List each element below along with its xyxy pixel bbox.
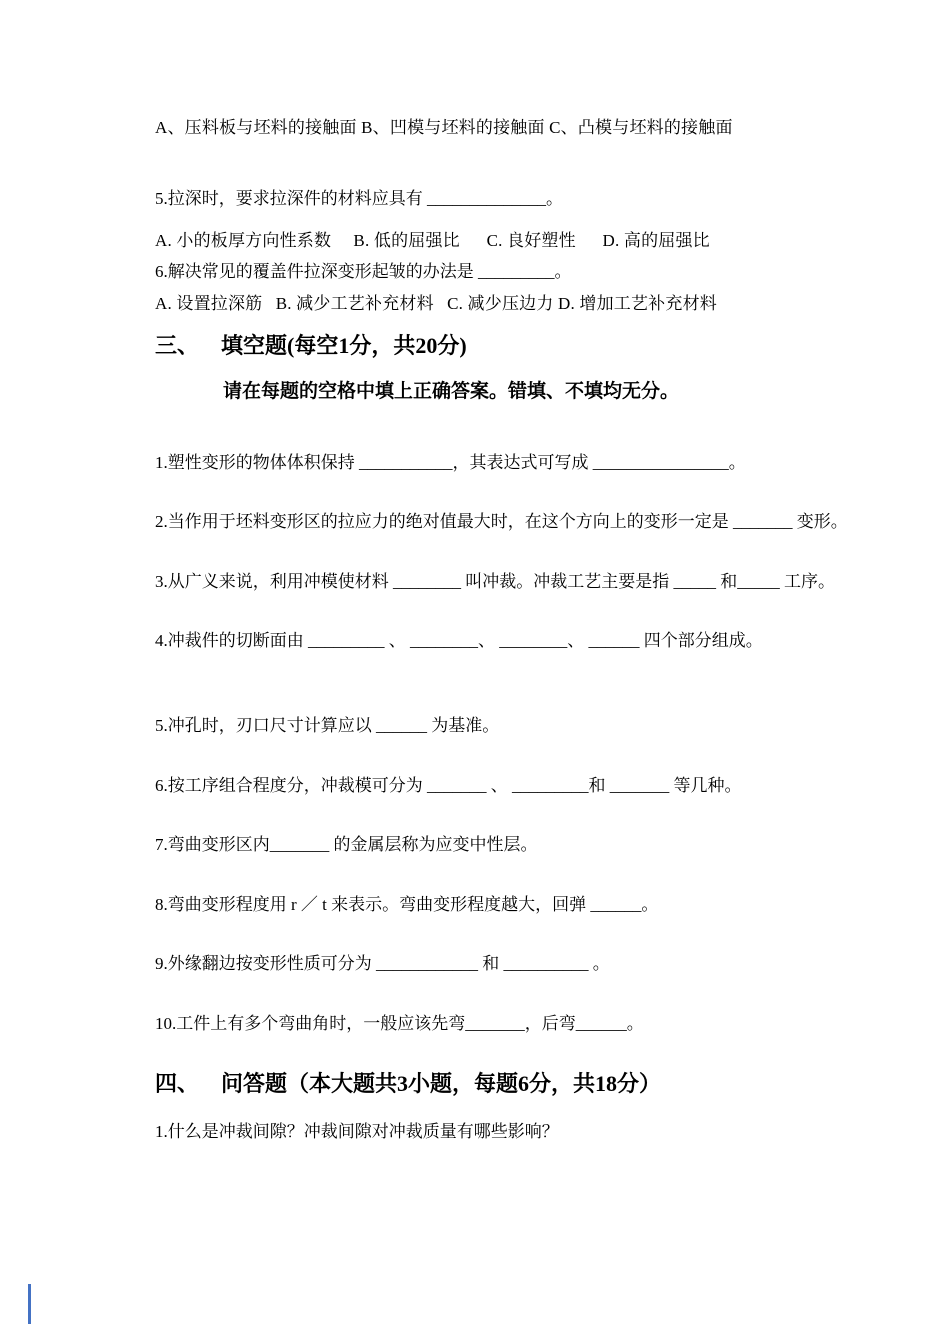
fill-in-q6: 6.按工序组合程度分，冲裁模可分为 _______ 、 _________和 _______ 等几种。	[155, 775, 742, 795]
fill-in-instructions: 请在每题的空格中填上正确答案。错填、不填均无分。	[223, 381, 680, 403]
fill-in-q10: 10.工件上有多个弯曲角时，一般应该先弯_______，后弯______。	[155, 1013, 644, 1033]
question-5: 5.拉深时，要求拉深件的材料应具有 ______________。	[155, 189, 563, 209]
question-6: 6.解决常见的覆盖件拉深变形起皱的办法是 _________。	[155, 262, 572, 282]
fill-in-q5: 5.冲孔时，刃口尺寸计算应以 ______ 为基准。	[155, 716, 500, 736]
fill-in-q8: 8.弯曲变形程度用 r ／ t 来表示。弯曲变形程度越大，回弹 ______。	[155, 894, 659, 914]
fill-in-q2: 2.当作用于坯料变形区的拉应力的绝对值最大时，在这个方向上的变形一定是 _______ 变形。	[155, 512, 848, 532]
fill-in-q7: 7.弯曲变形区内_______ 的金属层称为应变中性层。	[155, 835, 538, 855]
blue-corner-marker	[28, 1284, 31, 1324]
fill-in-q9: 9.外缘翻边按变形性质可分为 ____________ 和 __________ 。	[155, 954, 610, 974]
mc-options-q6: A. 设置拉深筋 B. 减少工艺补充材料 C. 减少压边力 D. 增加工艺补充材料	[155, 293, 717, 313]
fill-in-q3: 3.从广义来说，利用冲模使材料 ________ 叫冲裁。冲裁工艺主要是指 _____ 和_____ 工序。	[155, 571, 835, 591]
mc-options-q4: A、压料板与坯料的接触面 B、凹模与坯料的接触面 C、凸模与坯料的接触面	[155, 118, 733, 137]
fill-in-q4: 4.冲裁件的切断面由 _________ 、 ________、 ________、 ______ 四个部分组成。	[155, 631, 763, 650]
section-heading-fill-in: 三、 填空题(每空1分，共20分)	[155, 333, 467, 359]
essay-q1: 1.什么是冲裁间隙？冲裁间隙对冲裁质量有哪些影响？	[155, 1122, 559, 1142]
mc-options-q5: A. 小的板厚方向性系数 B. 低的屈强比 C. 良好塑性 D. 高的屈强比	[155, 230, 710, 250]
section-heading-essay: 四、 问答题（本大题共3小题，每题6分，共18分）	[155, 1071, 662, 1097]
fill-in-q1: 1.塑性变形的物体体积保持 ___________，其表达式可写成 ________________。	[155, 452, 746, 472]
